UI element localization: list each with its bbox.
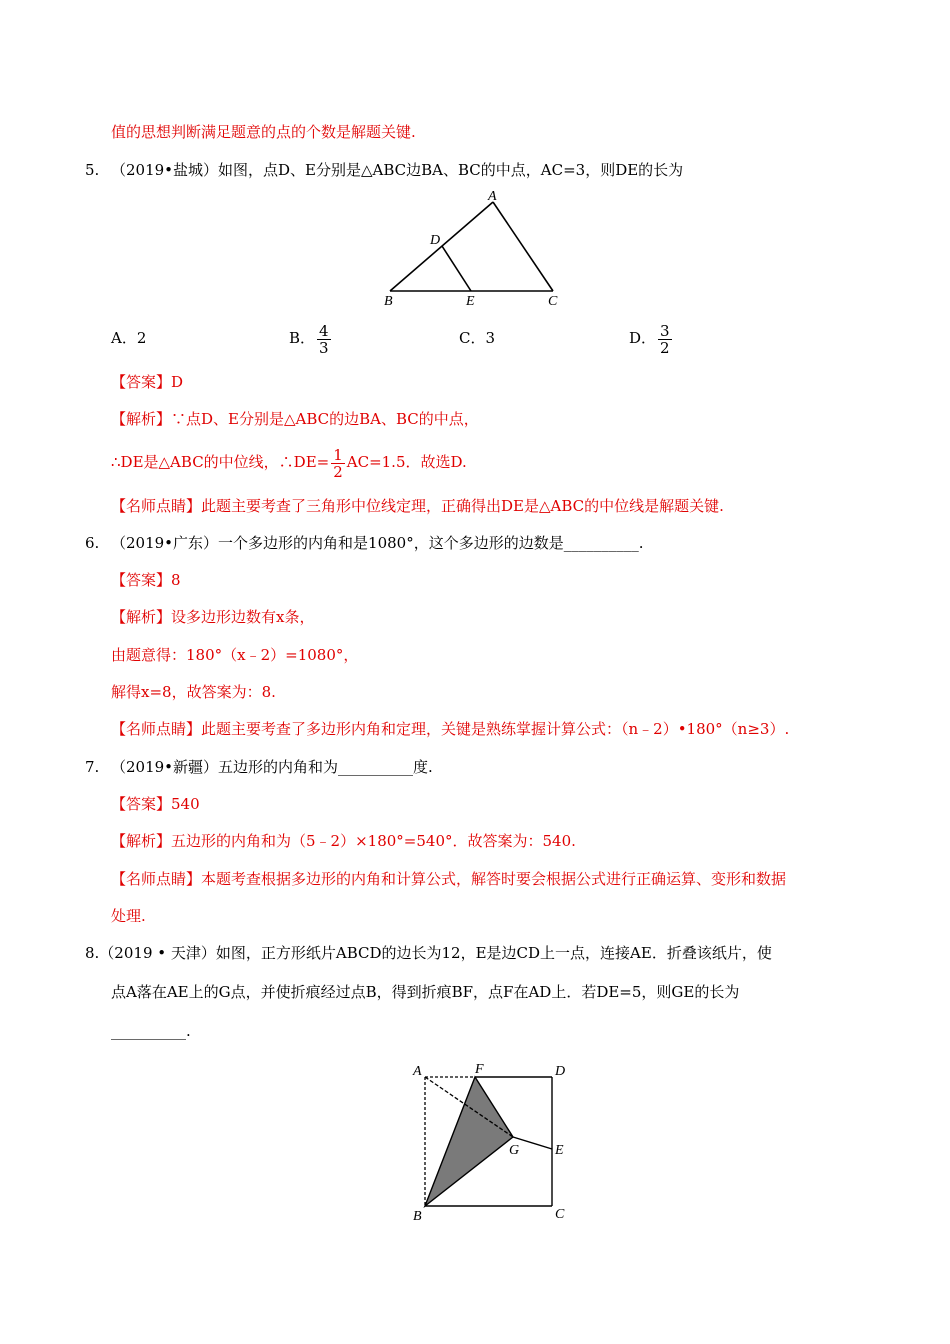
numerator: 3 — [660, 321, 670, 340]
q7-analysis: 【解析】五边形的内角和为（5﹣2）×180°=540°．故答案为：540. — [111, 832, 576, 850]
label-a: A — [488, 189, 497, 204]
q5-analysis-2-fraction — [331, 447, 345, 480]
continuation-text: 值的思想判断满足题意的点的个数是解题关键. — [111, 123, 416, 141]
label-a: A — [413, 1064, 422, 1079]
numerator: 4 — [319, 321, 329, 340]
q5-analysis-2-post: AC=1.5．故选D. — [346, 453, 467, 471]
q7-tip-1: 【名师点睛】本题考查根据多边形的内角和计算公式，解答时要会根据公式进行正确运算、变形和数据 — [111, 870, 787, 888]
label-c: C — [548, 294, 558, 309]
label-g: G — [509, 1143, 520, 1158]
q6-tip: 【名师点睛】此题主要考查了多边形内角和定理，关键是熟练掌握计算公式：（n﹣2）•180°（n≥3）. — [111, 720, 790, 738]
q8-line-1: 8.（2019 • 天津）如图，正方形纸片ABCD的边长为12，E是边CD上一点，连接AE．折叠该纸片，使 — [85, 944, 772, 962]
label-d: D — [555, 1064, 566, 1079]
segment-de — [442, 246, 471, 291]
q5-option-a: A．2 — [111, 329, 147, 347]
q5-number: 5. — [85, 161, 100, 179]
label-b: B — [384, 294, 393, 309]
denominator: 3 — [319, 338, 329, 357]
q6-analysis-1: 【解析】设多边形边数有x条， — [111, 608, 315, 626]
q5-analysis-2-pre: ∴DE是△ABC的中位线，∴DE= — [111, 453, 330, 471]
q6-number: 6. — [85, 534, 100, 552]
q7-stem: （2019•新疆）五边形的内角和为__________度. — [111, 758, 433, 776]
q8-line-3: __________. — [111, 1022, 191, 1040]
q6-analysis-3: 解得x=8，故答案为：8. — [111, 683, 276, 701]
q8-square-figure — [405, 1058, 580, 1228]
label-e: E — [555, 1143, 564, 1158]
q5-analysis-2 — [111, 438, 467, 486]
q7-answer: 【答案】540 — [111, 795, 200, 813]
q5-tip: 【名师点睛】此题主要考查了三角形中位线定理，正确得出DE是△ABC的中位线是解题关键. — [111, 497, 724, 515]
q7-tip-2: 处理. — [111, 907, 146, 925]
q5-answer: 【答案】D — [111, 373, 184, 391]
q7-number: 7. — [85, 758, 100, 776]
q6-stem: （2019•广东）一个多边形的内角和是1080°，这个多边形的边数是__________. — [111, 534, 644, 552]
q8-line-2: 点A落在AE上的G点，并使折痕经过点B，得到折痕BF，点F在AD上．若DE=5，则GE的长为 — [111, 983, 740, 1001]
denominator: 2 — [333, 462, 343, 481]
label-e: E — [466, 294, 475, 309]
q5-option-b-fraction — [317, 323, 331, 356]
q6-analysis-2: 由题意得：180°（x﹣2）=1080°， — [111, 646, 359, 664]
denominator: 2 — [660, 338, 670, 357]
q5-triangle-figure — [380, 188, 570, 310]
label-f: F — [475, 1062, 484, 1077]
q5-option-d-fraction — [658, 323, 672, 356]
q5-option-b — [289, 314, 333, 362]
q5-stem: （2019•盐城）如图，点D、E分别是△ABC边BA、BC的中点，AC=3，则DE的长为 — [111, 161, 684, 179]
q6-answer: 【答案】8 — [111, 571, 181, 589]
q5-analysis-1: 【解析】∵点D、E分别是△ABC的边BA、BC的中点， — [111, 410, 479, 428]
numerator: 1 — [333, 445, 343, 464]
label-b: B — [413, 1209, 422, 1224]
q5-option-c: C．3 — [459, 329, 496, 347]
label-d: D — [430, 233, 441, 248]
label-c: C — [555, 1207, 565, 1222]
q5-option-d — [629, 314, 674, 362]
folded-triangle-bfg — [425, 1077, 513, 1206]
q5-option-b-label: B． — [289, 329, 316, 347]
side-ac — [493, 202, 553, 291]
q5-option-d-label: D． — [629, 329, 657, 347]
